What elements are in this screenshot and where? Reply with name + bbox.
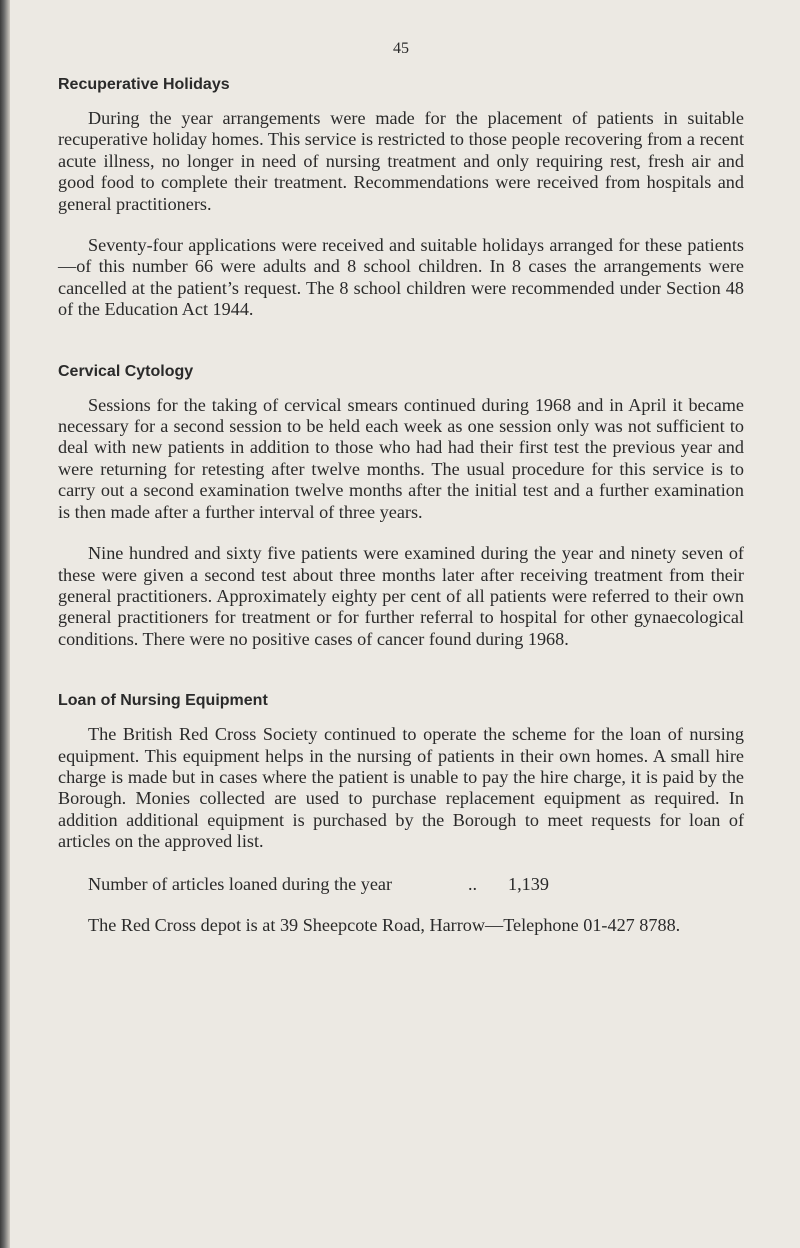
articles-loaned-label: Number of articles loaned during the year	[88, 873, 393, 894]
section-heading: Loan of Nursing Equipment	[58, 692, 268, 710]
section-heading: Cervical Cytology	[58, 362, 194, 380]
document-page	[58, 40, 744, 936]
paragraph: The British Red Cross Society continued to operate the scheme for the loan of nursing equipment. This equipment helps in the nursing of patients in their own homes. A small hire charge is made but in cases where the patient is unable to pay the hire charge, it is paid by the Borough. Monies collected are used to purchase replacement equipment as required. In addition additional equipment is purchased by the Borough to meet requests for loan of articles on the approved list.	[58, 724, 744, 852]
section-recuperative-holidays	[58, 76, 744, 321]
page-number: 45	[393, 40, 409, 57]
paragraph: During the year arrangements were made for the placement of patients in suitable recuperative holiday homes. This service is restricted to those people recovering from a recent acute illness, no longer in need of nursing treatment and only requiring rest, fresh air and good food to complete their treatment. Recommendations were received from hospitals and general practitioners.	[58, 108, 744, 214]
paragraph: Nine hundred and sixty five patients were examined during the year and ninety seven of these were given a second test about three months later after receiving treatment from their general practitioners. Approximately eighty per cent of all patients were referred to their own general practitioners for treatment or for further referral to hospital for other gynaecological conditions. There were no positive cases of cancer found during 1968.	[58, 543, 744, 649]
articles-loaned-line	[58, 873, 744, 895]
section-heading: Recuperative Holidays	[58, 76, 230, 93]
paragraph: The Red Cross depot is at 39 Sheepcote Road, Harrow—Telephone 01-427 8788.	[88, 914, 681, 935]
paragraph: Seventy-four applications were received and suitable holidays arranged for these patients—of this number 66 were adults and 8 school children. In 8 cases the arrangements were cancelled at the patient’s request. The 8 school children were recommended under Section 48 of the Education Act 1944.	[58, 235, 744, 320]
section-loan-of-nursing-equipment	[58, 692, 744, 936]
articles-loaned-value: 1,139	[508, 873, 549, 894]
book-binding-edge	[0, 0, 10, 1248]
paragraph: Sessions for the taking of cervical smears continued during 1968 and in April it became necessary for a second session to be held each week as one session only was not sufficient to deal with new patients in addition to those who had had their first test the previous year and were returning for retesting after twelve months. The usual procedure for this service is to carry out a second examination twelve months after the initial test and a further examination is then made after a further interval of three years.	[58, 394, 744, 522]
leader-dots: ..	[468, 873, 478, 894]
section-cervical-cytology	[58, 363, 744, 650]
